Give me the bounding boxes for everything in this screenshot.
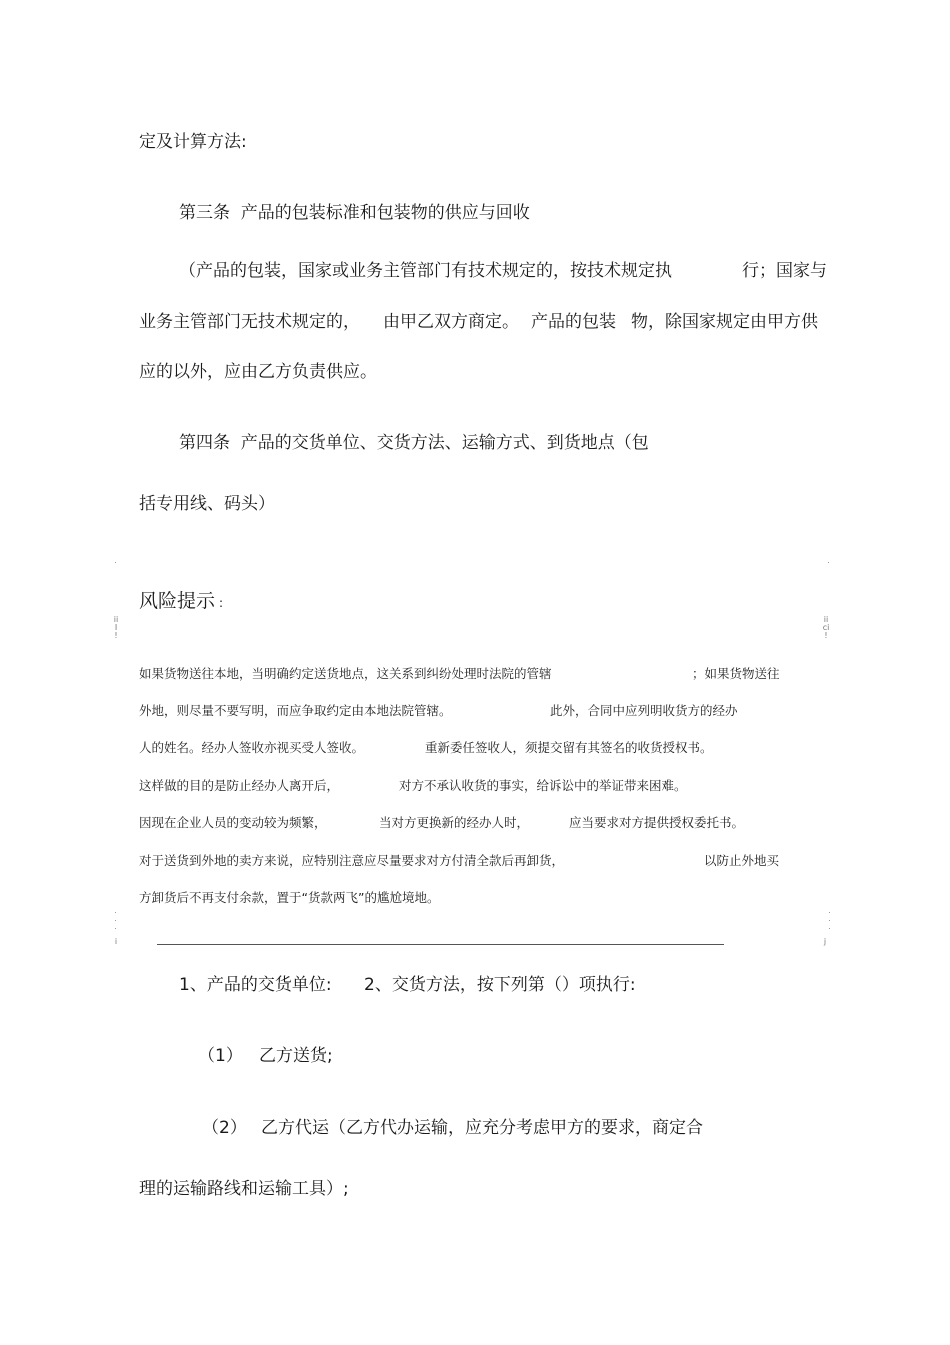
risk-text-line: 外地，则尽量不要写明，而应争取约定由本地法院管辖。 <box>139 703 452 718</box>
option-text: 乙方代运（乙方代办运输，应充分考虑甲方的要求，商定合 <box>261 1118 703 1138</box>
box-side-dot <box>115 920 116 921</box>
risk-text-line: 因现在企业人员的变动较为频繁， <box>139 815 327 830</box>
risk-text-line: 以防止外地买 <box>704 853 780 868</box>
risk-text-line: 此外，合同中应列明收货方的经办 <box>550 703 738 718</box>
box-side-dot <box>829 920 830 921</box>
box-side-mark-right-bottom: j <box>823 937 827 946</box>
box-side-mark-right: ii ci ! <box>822 615 830 640</box>
box-side-mark-left: ii I ! <box>113 615 119 640</box>
risk-text-line: 重新委任签收人，须提交留有其签名的收货授权书。 <box>425 740 713 755</box>
option-number: （1） <box>198 1046 243 1066</box>
article-4-heading: 第四条 产品的交货单位、交货方法、运输方式、到货地点（包 <box>179 433 649 453</box>
text-line: 由甲乙双方商定。 <box>383 312 519 332</box>
box-side-dot <box>829 928 830 929</box>
option-number: （2） <box>202 1118 247 1138</box>
text-line: 应的以外，应由乙方负责供应。 <box>139 362 377 382</box>
text-line: 括专用线、码头） <box>139 494 275 514</box>
risk-text-line: 这样做的目的是防止经办人离开后， <box>139 778 340 793</box>
item-delivery-method: 2、交货方法，按下列第（）项执行: <box>364 975 636 995</box>
text-line: 理的运输路线和运输工具）; <box>139 1179 349 1199</box>
box-side-dot <box>829 912 830 913</box>
risk-text-line: 对于送货到外地的卖方来说，应特别注意应尽量要求对方付清全款后再卸货， <box>139 853 565 868</box>
box-side-dot <box>115 928 116 929</box>
risk-text-line: 人的姓名。经办人签收亦视买受人签收。 <box>139 740 365 755</box>
risk-text-line: 方卸货后不再支付余款，置于“货款两飞”的尴尬境地。 <box>139 890 440 905</box>
risk-text-line: ；如果货物送往 <box>692 666 780 681</box>
box-side-dot <box>115 912 116 913</box>
box-corner-mark <box>828 562 829 563</box>
text-line: 业务主管部门无技术规定的， <box>139 312 360 332</box>
risk-text-line: 当对方更换新的经办人时， <box>379 815 530 830</box>
risk-box-bottom-rule <box>157 944 724 945</box>
text-line: 定及计算方法: <box>139 132 247 152</box>
option-text: 乙方送货; <box>259 1046 333 1066</box>
item-delivery-unit: 1、产品的交货单位: <box>179 975 332 995</box>
text-line: （产品的包装，国家或业务主管部门有技术规定的，按技术规定执 <box>179 261 672 281</box>
article-3-heading: 第三条 产品的包装标准和包装物的供应与回收 <box>179 203 530 223</box>
risk-text-line: 如果货物送往本地，当明确约定送货地点，这关系到纠纷处理时法院的管辖 <box>139 666 552 681</box>
text-line: 物，除国家规定由甲方供 <box>631 312 818 332</box>
text-line: 产品的包装 <box>531 312 616 332</box>
risk-text-line: 对方不承认收货的事实，给诉讼中的举证带来困难。 <box>399 778 687 793</box>
risk-tip-title <box>139 589 223 615</box>
risk-text-line: 应当要求对方提供授权委托书。 <box>569 815 745 830</box>
text-line: 行；国家与 <box>742 261 827 281</box>
risk-tip-title-text: 风险提示 <box>139 590 216 612</box>
box-corner-mark <box>115 562 116 563</box>
box-side-mark-left-bottom: i <box>114 937 118 946</box>
risk-tip-colon: : <box>219 596 224 610</box>
